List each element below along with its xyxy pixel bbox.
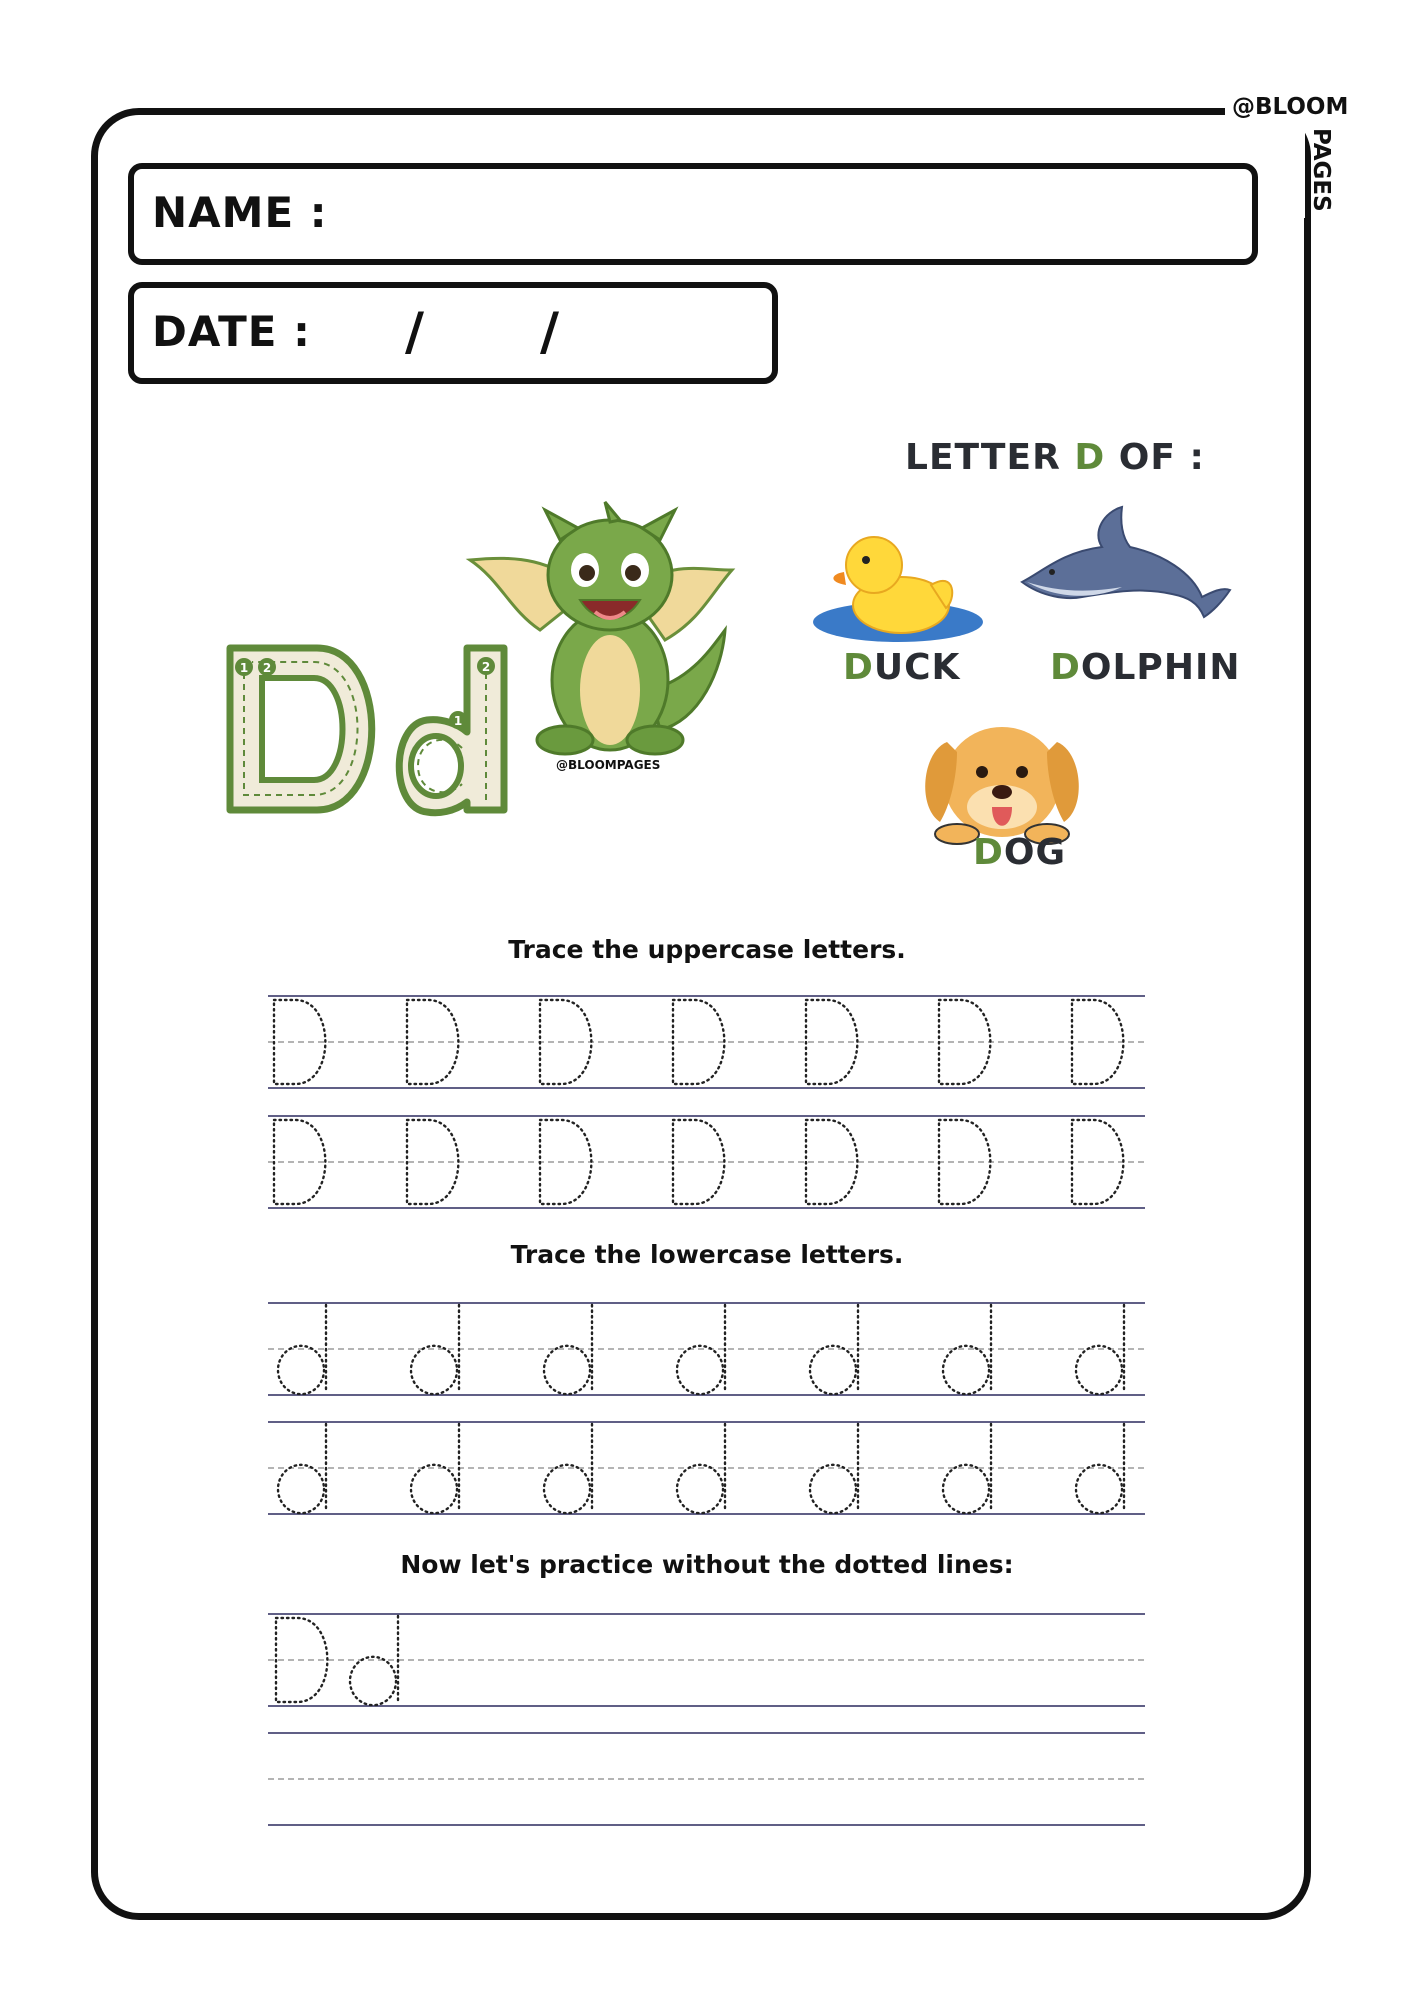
title-letter: D (1074, 437, 1106, 478)
duck-label: DUCK (843, 647, 961, 688)
uppercase-section-title: Trace the uppercase letters. (508, 935, 906, 964)
trace-letter-lowercase-d (677, 1346, 723, 1394)
free-practice-title: Now let's practice without the dotted lines: (400, 1550, 1014, 1579)
trace-letter-lowercase-d (544, 1465, 590, 1513)
uppercase-trace-row (268, 1116, 1145, 1208)
free-practice-row (268, 1614, 1145, 1706)
trace-letter-lowercase-d (1076, 1346, 1122, 1394)
trace-letter-lowercase-d (943, 1346, 989, 1394)
date-label: DATE : (152, 307, 311, 356)
image-credit: @BLOOMPAGES (556, 758, 661, 772)
trace-letter-lowercase-d (1076, 1465, 1122, 1513)
trace-letter-lowercase-d (544, 1346, 590, 1394)
trace-letter-lowercase-d (350, 1657, 396, 1705)
stroke-number: 2 (262, 661, 272, 675)
date-separator: / (405, 302, 424, 362)
trace-letter-lowercase-d (810, 1346, 856, 1394)
trace-letter-lowercase-d (943, 1465, 989, 1513)
trace-letter-lowercase-d (411, 1346, 457, 1394)
dog-label: DOG (973, 832, 1067, 873)
brand-text-horizontal: @BLOOM (1232, 94, 1349, 120)
date-separator: / (540, 302, 559, 362)
trace-letter-lowercase-d (810, 1465, 856, 1513)
lowercase-trace-row (268, 1422, 1145, 1514)
stroke-number: 1 (239, 661, 249, 675)
uppercase-trace-row (268, 996, 1145, 1088)
name-label: NAME : (152, 188, 328, 237)
dolphin-label: DOLPHIN (1050, 647, 1241, 688)
stroke-number: 2 (481, 660, 491, 674)
brand-text-vertical: PAGES (1308, 128, 1334, 212)
examples-title: LETTER D OF : (905, 437, 1205, 478)
trace-letter-lowercase-d (677, 1465, 723, 1513)
trace-letter-lowercase-d (411, 1465, 457, 1513)
trace-letter-lowercase-d (278, 1346, 324, 1394)
free-practice-row (268, 1733, 1145, 1825)
stroke-number: 1 (453, 714, 463, 728)
lowercase-section-title: Trace the lowercase letters. (510, 1240, 904, 1269)
lowercase-trace-row (268, 1303, 1145, 1395)
trace-letter-lowercase-d (278, 1465, 324, 1513)
